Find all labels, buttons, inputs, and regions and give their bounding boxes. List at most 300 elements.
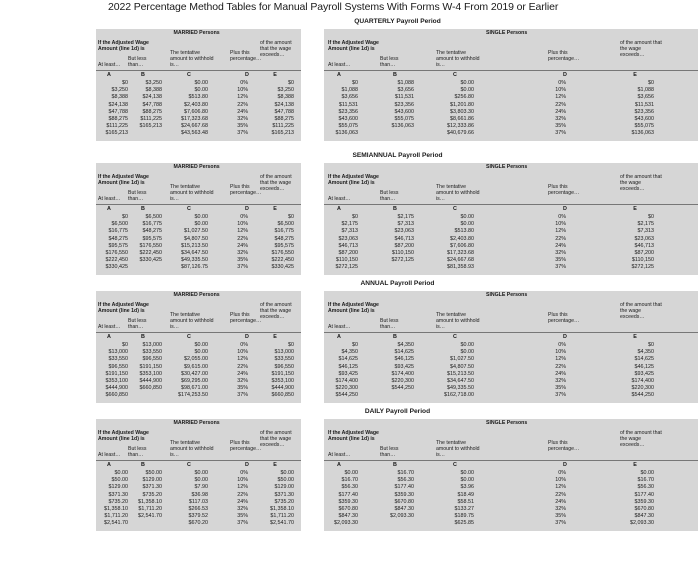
row-tentative: $69,295.00 [181,378,208,384]
row-percentage: 10% [237,87,248,94]
row-tentative: $12,333.86 [447,123,474,130]
row-exceeds: $165,213 [271,130,294,137]
but-less-header: But less than… [380,190,399,202]
row-but-less: $23,356 [394,101,414,108]
row-percentage: 12% [555,484,566,491]
row-percentage: 32% [555,378,566,384]
payroll-section [96,18,699,143]
row-at-least: $174,400 [335,378,358,384]
row-percentage: 35% [237,123,248,130]
row-but-less: $544,250 [391,385,414,392]
married-label: MARRIED Persons [173,30,220,36]
payroll-section [96,408,699,533]
row-tentative: $34,647.50 [447,378,474,384]
row-tentative: $0.00 [194,87,208,94]
row-tentative: $34,647.50 [181,250,208,256]
column-letter-e: E [273,462,277,468]
row-at-least: $13,000 [108,349,128,356]
row-percentage: 22% [555,363,566,370]
row-exceeds: $2,541.70 [270,520,294,527]
header-rule [324,204,698,205]
row-at-least: $14,625 [338,356,358,363]
row-but-less: $660,850 [139,385,162,392]
row-exceeds: $544,250 [631,392,654,399]
row-tentative: $0.00 [460,470,474,476]
row-exceeds: $23,063 [634,235,654,242]
row-at-least: $660,850 [105,392,128,399]
row-but-less: $16,775 [142,221,162,228]
row-tentative: $24,667.68 [181,123,208,130]
row-tentative: $2,403.80 [450,235,474,242]
row-at-least: $444,900 [105,385,128,392]
row-percentage: 0% [558,342,566,348]
row-at-least: $96,550 [108,363,128,370]
row-exceeds: $33,550 [274,356,294,363]
row-tentative: $0.00 [460,342,474,348]
row-but-less: $165,213 [139,123,162,130]
row-exceeds: $0.00 [280,470,294,476]
row-tentative: $513.80 [454,228,474,235]
row-tentative: $0.00 [194,470,208,476]
column-letter-a: A [337,334,341,340]
row-tentative: $0.00 [194,80,208,86]
row-but-less: $24,138 [142,94,162,101]
row-tentative: $1,201.80 [450,101,474,108]
row-percentage: 24% [237,498,248,505]
row-exceeds: $55,075 [634,123,654,130]
row-exceeds: $0 [648,214,654,220]
row-percentage: 22% [555,491,566,498]
row-but-less: $330,425 [139,257,162,264]
row-but-less: $13,000 [142,342,162,348]
row-tentative: $17,323.68 [447,250,474,256]
row-at-least: $23,356 [338,108,358,115]
row-percentage: 24% [237,242,248,249]
row-percentage: 37% [555,392,566,399]
row-exceeds: $0 [288,342,294,348]
row-at-least: $2,541.70 [104,520,128,527]
column-letter-b: B [141,334,145,340]
column-letter-b: B [393,206,397,212]
row-at-least: $371.30 [108,491,128,498]
row-but-less: $670.80 [394,498,414,505]
row-percentage: 12% [237,94,248,101]
row-percentage: 35% [237,513,248,520]
row-at-least: $33,550 [108,356,128,363]
row-at-least: $0 [352,214,358,220]
row-but-less: $46,125 [394,356,414,363]
row-tentative: $87,126.75 [181,264,208,271]
row-at-least: $3,250 [111,87,128,94]
row-at-least: $176,550 [105,250,128,256]
row-but-less: $177.40 [394,484,414,491]
row-but-less: $48,275 [142,228,162,235]
row-percentage: 0% [558,214,566,220]
row-tentative: $513.80 [188,94,208,101]
row-at-least: $177.40 [338,491,358,498]
row-percentage: 10% [237,349,248,356]
row-tentative: $2,403.80 [184,101,208,108]
row-but-less: $46,713 [394,235,414,242]
row-percentage: 32% [555,250,566,256]
plus-this-header: Plus this percentage… [230,312,262,324]
at-least-header: At least… [98,62,121,68]
married-label: MARRIED Persons [173,292,220,298]
row-but-less: $14,625 [394,349,414,356]
row-percentage: 32% [237,250,248,256]
row-percentage: 35% [237,257,248,264]
row-exceeds: $1,711.20 [270,513,294,520]
row-at-least: $0 [122,342,128,348]
row-tentative: $9,615.00 [184,363,208,370]
but-less-header: But less than… [128,56,147,68]
row-tentative: $3.96 [460,484,474,491]
row-tentative: $256.80 [454,94,474,101]
row-at-least: $1,358.10 [104,506,128,512]
row-but-less: $129.00 [142,477,162,484]
row-exceeds: $1,088 [637,87,654,94]
row-tentative: $15,213.50 [181,242,208,249]
payroll-section [96,152,699,277]
row-at-least: $3,656 [341,94,358,101]
row-percentage: 12% [555,228,566,235]
row-at-least: $110,150 [335,257,358,264]
at-least-header: At least… [98,452,121,458]
row-exceeds: $136,063 [631,130,654,137]
row-exceeds: $359.30 [634,498,654,505]
adjusted-wage-header: If the Adjusted Wage Amount (line 1d) is [328,302,379,314]
row-but-less: $16.70 [397,470,414,476]
plus-this-header: Plus this percentage… [548,184,580,196]
row-percentage: 35% [555,385,566,392]
row-tentative: $18.49 [457,491,474,498]
row-exceeds: $330,425 [271,264,294,271]
row-but-less: $353,100 [139,370,162,377]
row-tentative: $0.00 [194,477,208,484]
section-title: ANNUAL Payroll Period [360,280,435,287]
row-exceeds: $670.80 [634,506,654,512]
row-percentage: 10% [555,349,566,356]
plus-this-header: Plus this percentage… [548,440,580,452]
row-at-least: $2,175 [341,221,358,228]
row-tentative: $81,358.93 [447,264,474,271]
row-exceeds: $444,900 [271,385,294,392]
row-exceeds: $220,300 [631,385,654,392]
row-percentage: 0% [240,214,248,220]
row-but-less: $33,550 [142,349,162,356]
row-percentage: 0% [558,80,566,86]
row-exceeds: $14,625 [634,356,654,363]
row-at-least: $0.00 [344,470,358,476]
row-exceeds: $2,175 [637,221,654,228]
row-at-least: $93,425 [338,370,358,377]
row-percentage: 37% [237,392,248,399]
row-exceeds: $272,125 [631,264,654,271]
column-letter-e: E [633,334,637,340]
but-less-header: But less than… [380,56,399,68]
row-tentative: $0.00 [194,214,208,220]
row-but-less: $4,350 [397,342,414,348]
at-least-header: At least… [98,324,121,330]
row-but-less: $55,075 [394,116,414,122]
column-letter-e: E [633,206,637,212]
row-at-least: $8,388 [111,94,128,101]
row-exceeds: $2,093.30 [630,520,654,527]
row-exceeds: $847.30 [634,513,654,520]
row-percentage: 24% [237,108,248,115]
row-percentage: 22% [237,491,248,498]
row-tentative: $670.20 [188,520,208,527]
tentative-header: The tentative amount to withhold is… [170,440,214,458]
row-at-least: $0 [122,214,128,220]
row-tentative: $2,055.00 [184,356,208,363]
tentative-header: The tentative amount to withhold is… [170,312,214,330]
row-but-less: $8,388 [145,87,162,94]
column-letter-a: A [337,462,341,468]
row-exceeds: $13,000 [274,349,294,356]
row-tentative: $266.53 [188,506,208,512]
row-at-least: $359.30 [338,498,358,505]
married-label: MARRIED Persons [173,164,220,170]
row-at-least: $111,225 [106,123,128,130]
row-but-less: $23,063 [394,228,414,235]
row-at-least: $0 [352,342,358,348]
row-at-least: $24,138 [108,101,128,108]
column-letter-a: A [107,334,111,340]
single-table [324,291,698,403]
row-exceeds: $177.40 [634,491,654,498]
row-at-least: $48,275 [108,235,128,242]
adjusted-wage-header: If the Adjusted Wage Amount (line 1d) is [328,174,379,186]
row-tentative: $49,335.50 [181,257,208,264]
section-title: DAILY Payroll Period [364,408,431,415]
row-tentative: $7.90 [194,484,208,491]
row-percentage: 10% [237,221,248,228]
row-exceeds: $23,356 [634,108,654,115]
row-at-least: $11,531 [338,101,358,108]
row-at-least: $353,100 [105,378,128,384]
row-at-least: $50.00 [111,477,128,484]
row-tentative: $40,679.66 [447,130,474,137]
row-at-least: $88,275 [108,116,128,122]
row-exceeds: $176,550 [271,250,294,256]
row-exceeds: $1,358.10 [270,506,294,512]
row-percentage: 22% [237,235,248,242]
row-but-less: $272,125 [391,257,414,264]
row-but-less: $2,175 [397,214,414,220]
adjusted-wage-header: If the Adjusted Wage Amount (line 1d) is [98,174,149,186]
row-but-less: $87,200 [394,242,414,249]
row-percentage: 22% [237,363,248,370]
row-percentage: 35% [555,257,566,264]
header-rule [96,332,301,333]
row-at-least: $330,425 [105,264,128,271]
row-exceeds: $8,388 [277,94,294,101]
column-letter-d: D [245,72,249,78]
row-at-least: $0.00 [114,470,128,476]
row-but-less: $111,225 [140,116,162,122]
row-percentage: 10% [555,221,566,228]
tentative-header: The tentative amount to withhold is… [436,184,480,202]
tentative-header: The tentative amount to withhold is… [436,440,480,458]
column-letter-b: B [393,462,397,468]
row-but-less: $3,656 [397,87,414,94]
row-at-least: $544,250 [335,392,358,399]
row-percentage: 0% [558,470,566,476]
row-but-less: $6,500 [145,214,162,220]
row-tentative: $58.51 [457,498,474,505]
column-letter-b: B [393,334,397,340]
row-percentage: 24% [555,108,566,115]
plus-this-header: Plus this percentage… [548,312,580,324]
payroll-section [96,280,699,405]
adjusted-wage-header: If the Adjusted Wage Amount (line 1d) is [328,430,379,442]
row-percentage: 32% [237,378,248,384]
row-at-least: $55,075 [338,123,358,130]
row-exceeds: $174,400 [631,378,654,384]
row-exceeds: $3,656 [637,94,654,101]
but-less-header: But less than… [380,318,399,330]
column-letter-c: C [187,206,191,212]
row-tentative: $7,606.80 [184,108,208,115]
row-tentative: $24,667.68 [447,257,474,264]
row-exceeds: $4,350 [637,349,654,356]
married-label: MARRIED Persons [173,420,220,426]
row-percentage: 12% [237,484,248,491]
column-letter-b: B [141,72,145,78]
at-least-header: At least… [328,452,351,458]
row-exceeds: $88,275 [274,116,294,122]
row-tentative: $49,335.50 [447,385,474,392]
row-at-least: $2,093.30 [334,520,358,527]
column-letter-e: E [273,206,277,212]
of-amount-header: of the amount that the wage exceeds… [620,302,662,320]
column-letter-c: C [187,334,191,340]
row-exceeds: $46,713 [634,242,654,249]
single-table [324,29,698,141]
row-exceeds: $56.30 [637,484,654,491]
row-tentative: $7,606.80 [450,242,474,249]
row-tentative: $0.00 [460,214,474,220]
row-but-less: $110,150 [391,250,414,256]
row-tentative: $1,027.50 [184,228,208,235]
row-exceeds: $129.00 [274,484,294,491]
row-at-least: $222,450 [105,257,128,264]
row-percentage: 37% [237,130,248,137]
row-at-least: $1,711.20 [104,513,128,520]
row-but-less: $95,575 [142,235,162,242]
column-letter-e: E [273,72,277,78]
row-tentative: $117.03 [188,498,208,505]
row-exceeds: $660,850 [271,392,294,399]
header-rule [96,460,301,461]
row-tentative: $0.00 [460,80,474,86]
row-but-less: $220,300 [391,378,414,384]
row-at-least: $0 [122,80,128,86]
row-but-less: $7,313 [397,221,414,228]
row-but-less: $174,400 [391,370,414,377]
row-exceeds: $3,250 [277,87,294,94]
row-tentative: $1,027.50 [450,356,474,363]
row-percentage: 35% [555,123,566,130]
row-at-least: $191,150 [105,370,128,377]
tentative-header: The tentative amount to withhold is… [170,184,214,202]
column-letter-b: B [141,462,145,468]
row-exceeds: $7,313 [637,228,654,235]
row-tentative: $625.85 [454,520,474,527]
plus-this-header: Plus this percentage… [230,440,262,452]
single-label: SINGLE Persons [486,292,528,298]
tentative-header: The tentative amount to withhold is… [436,50,480,68]
row-tentative: $0.00 [194,342,208,348]
row-percentage: 0% [240,470,248,476]
row-percentage: 35% [555,513,566,520]
row-percentage: 12% [555,356,566,363]
column-letter-a: A [337,206,341,212]
row-tentative: $0.00 [194,349,208,356]
of-amount-header: of the amount that the wage exceeds… [260,40,292,58]
plus-this-header: Plus this percentage… [230,184,262,196]
row-at-least: $129.00 [108,484,128,491]
married-table [96,291,301,403]
single-label: SINGLE Persons [486,30,528,36]
section-title: SEMIANNUAL Payroll Period [352,152,443,159]
row-but-less: $88,275 [142,108,162,115]
row-but-less: $3,250 [145,80,162,86]
row-at-least: $47,788 [108,108,128,115]
column-letter-d: D [245,206,249,212]
column-letter-e: E [273,334,277,340]
column-letter-e: E [633,72,637,78]
row-but-less: $735.20 [142,491,162,498]
row-but-less: $43,600 [394,108,414,115]
of-amount-header: of the amount that the wage exceeds… [260,430,292,448]
adjusted-wage-header: If the Adjusted Wage Amount (line 1d) is [98,430,149,442]
row-percentage: 0% [240,342,248,348]
row-but-less: $1,358.10 [138,498,162,505]
row-at-least: $670.80 [338,506,358,512]
row-tentative: $0.00 [194,221,208,228]
column-letter-a: A [337,72,341,78]
row-at-least: $56.30 [341,484,358,491]
row-percentage: 10% [555,87,566,94]
at-least-header: At least… [98,196,121,202]
row-tentative: $43,563.48 [181,130,208,137]
adjusted-wage-header: If the Adjusted Wage Amount (line 1d) is [98,40,149,52]
row-exceeds: $16,775 [274,228,294,235]
row-but-less: $847.30 [394,506,414,512]
row-exceeds: $6,500 [277,221,294,228]
row-percentage: 32% [237,116,248,122]
adjusted-wage-header: If the Adjusted Wage Amount (line 1d) is [328,40,379,52]
column-letter-a: A [107,72,111,78]
row-percentage: 0% [240,80,248,86]
row-but-less: $96,550 [142,356,162,363]
single-label: SINGLE Persons [486,420,528,426]
column-letter-a: A [107,206,111,212]
row-at-least: $23,063 [338,235,358,242]
row-at-least: $46,125 [338,363,358,370]
column-letter-b: B [141,206,145,212]
column-letter-c: C [453,72,457,78]
plus-this-header: Plus this percentage… [548,50,580,62]
row-at-least: $16,775 [108,228,128,235]
row-but-less: $1,088 [397,80,414,86]
row-percentage: 24% [555,242,566,249]
of-amount-header: of the amount that the wage exceeds… [260,302,292,320]
row-percentage: 32% [555,506,566,512]
row-tentative: $4,807.50 [184,235,208,242]
